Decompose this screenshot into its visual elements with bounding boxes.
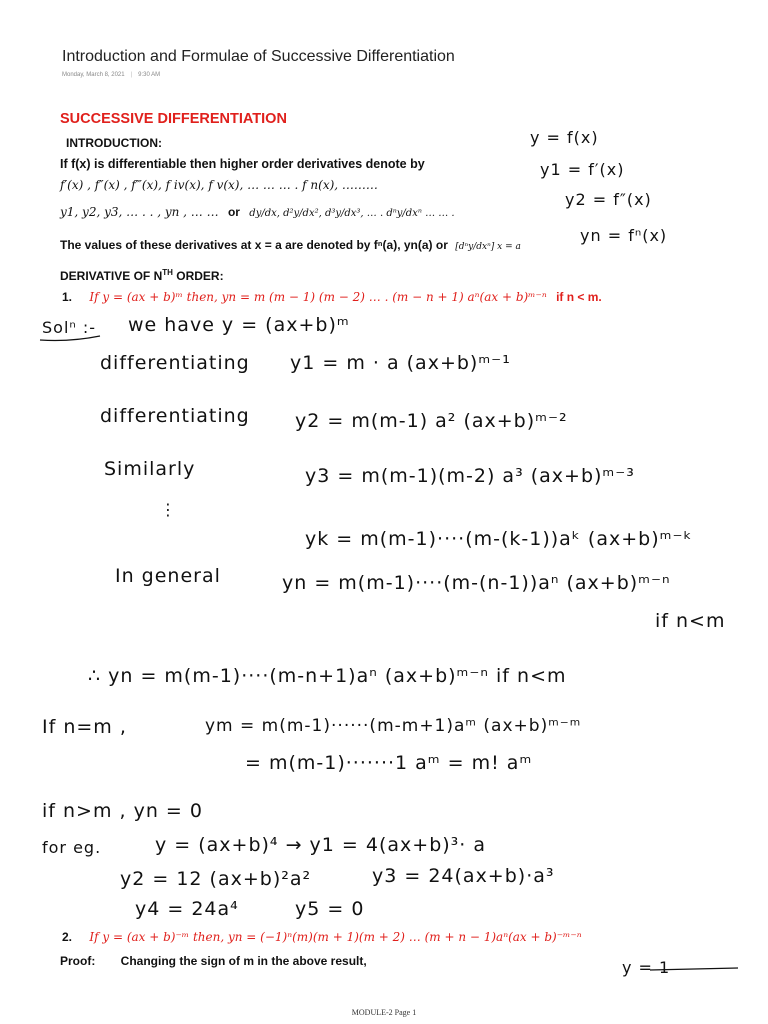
hand-y3: y3 = 24(ax+b)·a³ <box>372 865 555 887</box>
hand-yk: yk = m(m-1)····(m-(k-1))aᵏ (ax+b)ᵐ⁻ᵏ <box>305 528 693 550</box>
hand-if-eq-2: = m(m-1)·······1 aᵐ = m! aᵐ <box>245 752 533 774</box>
hand-diff2-eq: y2 = m(m-1) a² (ax+b)ᵐ⁻² <box>295 410 568 432</box>
section-heading: SUCCESSIVE DIFFERENTIATION <box>60 111 287 127</box>
item-1-formula: If y = (ax + b)ᵐ then, yn = m (m − 1) (m − 2) … . (m − n + 1) aⁿ(ax + b)ᵐ⁻ⁿ <box>89 290 547 304</box>
hand-y2: y2 = 12 (ax+b)²a² <box>120 868 312 890</box>
hand-if-eq-word: If n=m , <box>42 716 127 738</box>
intro-y-list: y1, y2, y3, … . . , yn , … … <box>60 205 219 219</box>
hand-similarly-eq: y3 = m(m-1)(m-2) a³ (ax+b)ᵐ⁻³ <box>305 465 635 487</box>
nth-heading-text: DERIVATIVE OF N <box>60 269 163 283</box>
hand-diff1-word: differentiating <box>100 352 250 374</box>
intro-or: or <box>227 205 240 219</box>
intro-heading: INTRODUCTION: <box>66 136 162 150</box>
item-1-condition: if n < m. <box>556 290 602 304</box>
page-date: Monday, March 8, 2021 <box>62 72 125 78</box>
nth-heading-sup: TH <box>162 268 173 277</box>
hand-y5: y5 = 0 <box>295 898 365 920</box>
hand-if-eq: ym = m(m-1)······(m-m+1)aᵐ (ax+b)ᵐ⁻ᵐ <box>205 716 582 736</box>
hand-diff2-word: differentiating <box>100 405 250 427</box>
hand-y4: y4 = 24a⁴ <box>135 898 239 920</box>
side-note-1: y = f(x) <box>530 128 599 147</box>
page-footer: MODULE-2 Page 1 <box>351 1008 417 1017</box>
hand-diff1-eq: y1 = m · a (ax+b)ᵐ⁻¹ <box>290 352 511 374</box>
soln-underline <box>40 336 100 341</box>
page-meta: Monday, March 8, 2021 | 9:30 AM <box>62 72 161 78</box>
intro-bracket: [dⁿy/dxⁿ] x = a <box>455 242 521 252</box>
hand-if-gt: if n>m , yn = 0 <box>42 800 203 822</box>
hand-similarly-word: Similarly <box>104 458 196 480</box>
item-2-number: 2. <box>62 930 73 944</box>
solution-label: Solⁿ :- <box>42 318 97 337</box>
hand-we-have: we have y = (ax+b)ᵐ <box>128 314 350 336</box>
side-note-3: y2 = f″(x) <box>565 190 652 209</box>
hand-therefore: ∴ yn = m(m-1)····(m-n+1)aⁿ (ax+b)ᵐ⁻ⁿ if n<m <box>88 665 567 687</box>
nth-heading-end: ORDER: <box>172 269 224 283</box>
intro-leibniz-list: dy/dx, d²y/dx², d³y/dx³, … . dⁿy/dxⁿ … … . <box>249 208 455 219</box>
item-2-formula: If y = (ax + b)⁻ᵐ then, yn = (−1)ⁿ(m)(m + 1)(m + 2) … (m + n − 1)aⁿ(ax + b)⁻ᵐ⁻ⁿ <box>89 930 582 944</box>
hand-general-word: In general <box>115 565 221 587</box>
fraction-bar <box>650 968 738 970</box>
hand-eg-word: for eg. <box>42 838 102 857</box>
intro-line-1: If f(x) is differentiable then higher order derivatives denote by <box>60 157 425 171</box>
page-title: Introduction and Formulae of Successive Differentiation <box>62 48 455 65</box>
hand-if-n-less-m: if n<m <box>655 610 726 632</box>
hand-vertical-dots: ⋮ <box>160 500 177 519</box>
intro-values-text: The values of these derivatives at x = a are denoted by fⁿ(a), yn(a) or <box>60 238 448 252</box>
page-time: 9:30 AM <box>138 72 161 78</box>
proof-text: Changing the sign of m in the above result, <box>120 954 367 968</box>
side-note-2: y1 = f′(x) <box>540 160 625 179</box>
hand-general-eq: yn = m(m-1)····(m-(n-1))aⁿ (ax+b)ᵐ⁻ⁿ <box>282 572 671 594</box>
side-note-4: yn = fⁿ(x) <box>580 226 668 245</box>
hand-eg: y = (ax+b)⁴ → y1 = 4(ax+b)³· a <box>155 834 487 856</box>
item-1-number: 1. <box>62 290 73 304</box>
proof-label: Proof: <box>60 954 96 968</box>
hand-bottom-right: y = 1 <box>622 958 671 977</box>
intro-line-2: f′(x) , f″(x) , f‴(x), f iv(x), f v(x), … … … . f n(x), ……… <box>60 178 378 192</box>
